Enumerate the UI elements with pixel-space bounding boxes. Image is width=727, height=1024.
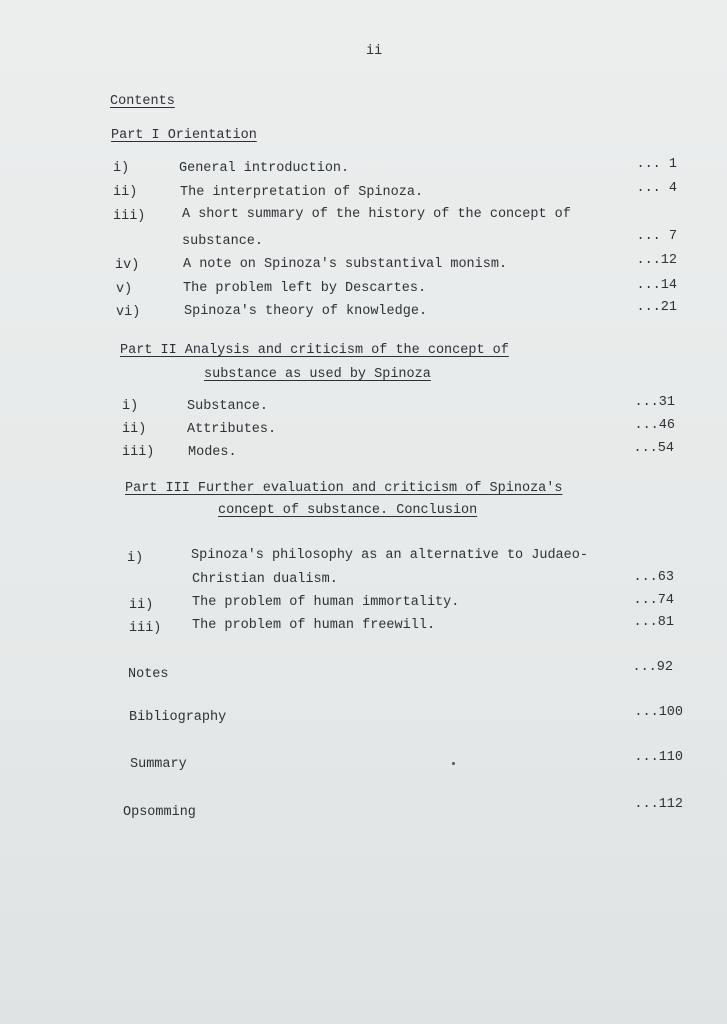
part3-title-line2: concept of substance. Conclusion bbox=[218, 503, 478, 518]
part3-item-2-text: The problem of human immortality. bbox=[192, 595, 460, 610]
part2-item-2-num: ii) bbox=[122, 422, 147, 437]
part3-item-3-num: iii) bbox=[129, 621, 162, 636]
summary-label: Summary bbox=[130, 757, 187, 772]
part2-item-1-num: i) bbox=[122, 399, 139, 414]
part1-item-3-num: iii) bbox=[113, 209, 146, 224]
bibliography-label: Bibliography bbox=[129, 710, 227, 725]
part2-item-3-num: iii) bbox=[122, 445, 155, 460]
bibliography-page: ...100 bbox=[634, 705, 683, 720]
part1-item-3-text: A short summary of the history of the concept of bbox=[182, 207, 571, 222]
part3-item-2-num: ii) bbox=[129, 598, 154, 613]
part3-item-3-text: The problem of human freewill. bbox=[192, 618, 436, 633]
part1-item-1-page: ... 1 bbox=[636, 157, 677, 172]
part2-item-3-text: Modes. bbox=[188, 445, 237, 460]
part1-item-2-num: ii) bbox=[113, 185, 138, 200]
notes-label: Notes bbox=[128, 667, 169, 682]
opsomming-page: ...112 bbox=[634, 797, 683, 812]
part1-item-2-text: The interpretation of Spinoza. bbox=[180, 185, 424, 200]
part1-item-1-text: General introduction. bbox=[179, 161, 350, 176]
part2-item-1-page: ...31 bbox=[634, 395, 675, 410]
part2-title-line1: Part II Analysis and criticism of the concept of bbox=[120, 343, 509, 358]
part1-item-4-text: A note on Spinoza's substantival monism. bbox=[183, 257, 508, 272]
part3-item-3-page: ...81 bbox=[633, 615, 674, 630]
part1-item-1-num: i) bbox=[113, 161, 130, 176]
part1-item-6-num: vi) bbox=[116, 305, 141, 320]
part1-item-3-cont: substance. bbox=[182, 234, 264, 249]
notes-page: ...92 bbox=[632, 660, 673, 675]
part2-title-line2: substance as used by Spinoza bbox=[204, 367, 431, 382]
part1-item-5-page: ...14 bbox=[636, 278, 677, 293]
part1-item-4-page: ...12 bbox=[636, 253, 677, 268]
part2-item-3-page: ...54 bbox=[633, 441, 674, 456]
part1-item-3-page: ... 7 bbox=[636, 229, 677, 244]
part3-item-1-page: ...63 bbox=[633, 570, 674, 585]
part1-title: Part I Orientation bbox=[111, 128, 257, 143]
opsomming-label: Opsomming bbox=[123, 805, 196, 820]
part1-item-6-page: ...21 bbox=[636, 300, 677, 315]
summary-page: ...110 bbox=[634, 750, 683, 765]
part3-item-2-page: ...74 bbox=[633, 593, 674, 608]
part3-item-1-num: i) bbox=[127, 551, 144, 566]
ink-speck bbox=[452, 762, 455, 765]
part2-item-2-page: ...46 bbox=[634, 418, 675, 433]
part1-item-6-text: Spinoza's theory of knowledge. bbox=[184, 304, 428, 319]
part1-item-4-num: iv) bbox=[115, 258, 140, 273]
part3-title-line1: Part III Further evaluation and criticism of Spinoza's bbox=[125, 481, 563, 496]
part1-item-5-num: v) bbox=[116, 282, 133, 297]
part3-item-1-cont: Christian dualism. bbox=[192, 572, 338, 587]
part2-item-2-text: Attributes. bbox=[187, 422, 277, 437]
page-number: ii bbox=[366, 44, 383, 59]
part1-item-5-text: The problem left by Descartes. bbox=[183, 281, 427, 296]
part1-item-2-page: ... 4 bbox=[636, 181, 677, 196]
contents-heading: Contents bbox=[110, 94, 175, 109]
part3-item-1-text: Spinoza's philosophy as an alternative to Judaeo- bbox=[191, 548, 588, 563]
part2-item-1-text: Substance. bbox=[187, 399, 269, 414]
